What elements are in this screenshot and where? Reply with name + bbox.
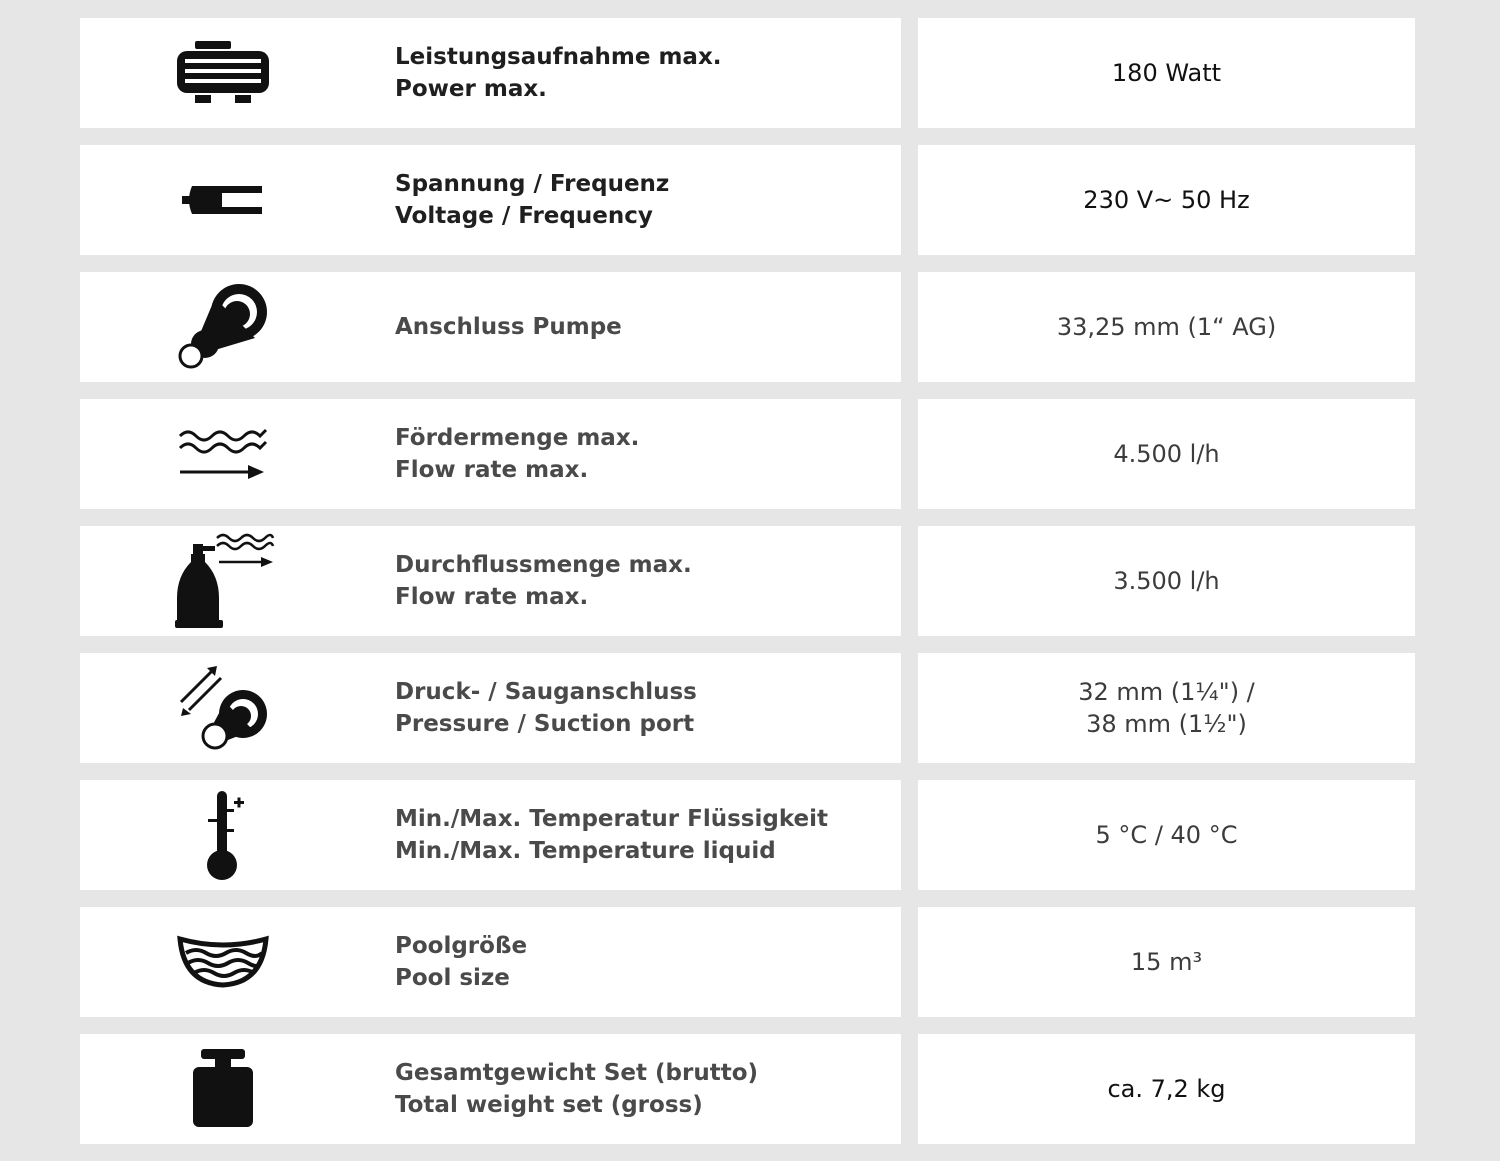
spec-label-cell [80,907,901,1017]
spec-label [395,145,895,255]
spec-row-temperature [80,780,1415,890]
spec-value: 4.500 l/h [1113,440,1220,468]
label-german: Gesamtgewicht Set (brutto) [395,1060,759,1086]
spec-label-cell [80,526,901,636]
label-german: Anschluss Pumpe [395,314,622,340]
value-line-2: 38 mm (1½") [1086,710,1247,738]
spec-value-cell [918,907,1415,1017]
spec-value: 33,25 mm (1“ AG) [1056,313,1277,341]
spec-value-cell [918,145,1415,255]
spec-label [395,399,895,509]
spec-value-cell [918,18,1415,128]
label-german: Druck- / Sauganschluss [395,679,697,705]
spec-value: 3.500 l/h [1113,567,1220,595]
label-english: Total weight set (gross) [395,1092,703,1118]
plug-icon [168,155,278,245]
label-german: Poolgröße [395,933,528,959]
thermometer-icon [168,790,278,880]
spec-label-cell [80,399,901,509]
spec-value-cell [918,272,1415,382]
spec-row-power [80,18,1415,128]
spec-value: 230 V~ 50 Hz [1083,186,1250,214]
pool-icon [168,917,278,1007]
sand-filter-flow-icon [168,536,278,626]
spec-label-cell [80,145,901,255]
spec-value: 180 Watt [1111,59,1222,87]
motor-icon [168,28,278,118]
spec-row-pool-size [80,907,1415,1017]
spec-label [395,526,895,636]
label-german: Spannung / Frequenz [395,171,670,197]
value-line-1: 32 mm (1¼") / [1078,678,1255,706]
spec-label [395,653,895,763]
flow-waves-icon [168,409,278,499]
label-german: Min./Max. Temperatur Flüssigkeit [395,806,828,832]
spec-value: ca. 7,2 kg [1107,1075,1226,1103]
spec-label [395,18,895,128]
spec-value-cell [918,1034,1415,1144]
spec-table [80,18,1415,1161]
spec-label [395,1034,895,1144]
spec-label [395,780,895,890]
label-english: Min./Max. Temperature liquid [395,838,776,864]
spec-value-cell [918,399,1415,509]
label-english: Power max. [395,76,547,102]
spec-row-voltage [80,145,1415,255]
spec-label-cell [80,272,901,382]
spec-value-cell [918,653,1415,763]
spec-row-flow-rate [80,399,1415,509]
label-english: Flow rate max. [395,584,589,610]
label-english: Pool size [395,965,510,991]
spec-label-cell [80,653,901,763]
label-english: Flow rate max. [395,457,589,483]
spec-value-cell [918,526,1415,636]
label-english: Voltage / Frequency [395,203,653,229]
spec-label [395,907,895,1017]
spec-row-throughput [80,526,1415,636]
label-german: Durchflussmenge max. [395,552,692,578]
spec-label [395,272,895,382]
spec-row-weight [80,1034,1415,1144]
spec-label-cell [80,18,901,128]
spec-row-connection [80,272,1415,382]
spec-label-cell [80,780,901,890]
spec-value [1078,676,1255,740]
label-english: Pressure / Suction port [395,711,695,737]
spec-row-ports [80,653,1415,763]
hose-connector-icon [168,282,278,372]
label-german: Fördermenge max. [395,425,640,451]
label-german: Leistungsaufnahme max. [395,44,722,70]
spec-value: 15 m³ [1130,948,1203,976]
spec-label-cell [80,1034,901,1144]
spec-value-cell [918,780,1415,890]
weight-icon [168,1044,278,1134]
pressure-suction-port-icon [168,663,278,753]
spec-value: 5 °C / 40 °C [1095,821,1238,849]
